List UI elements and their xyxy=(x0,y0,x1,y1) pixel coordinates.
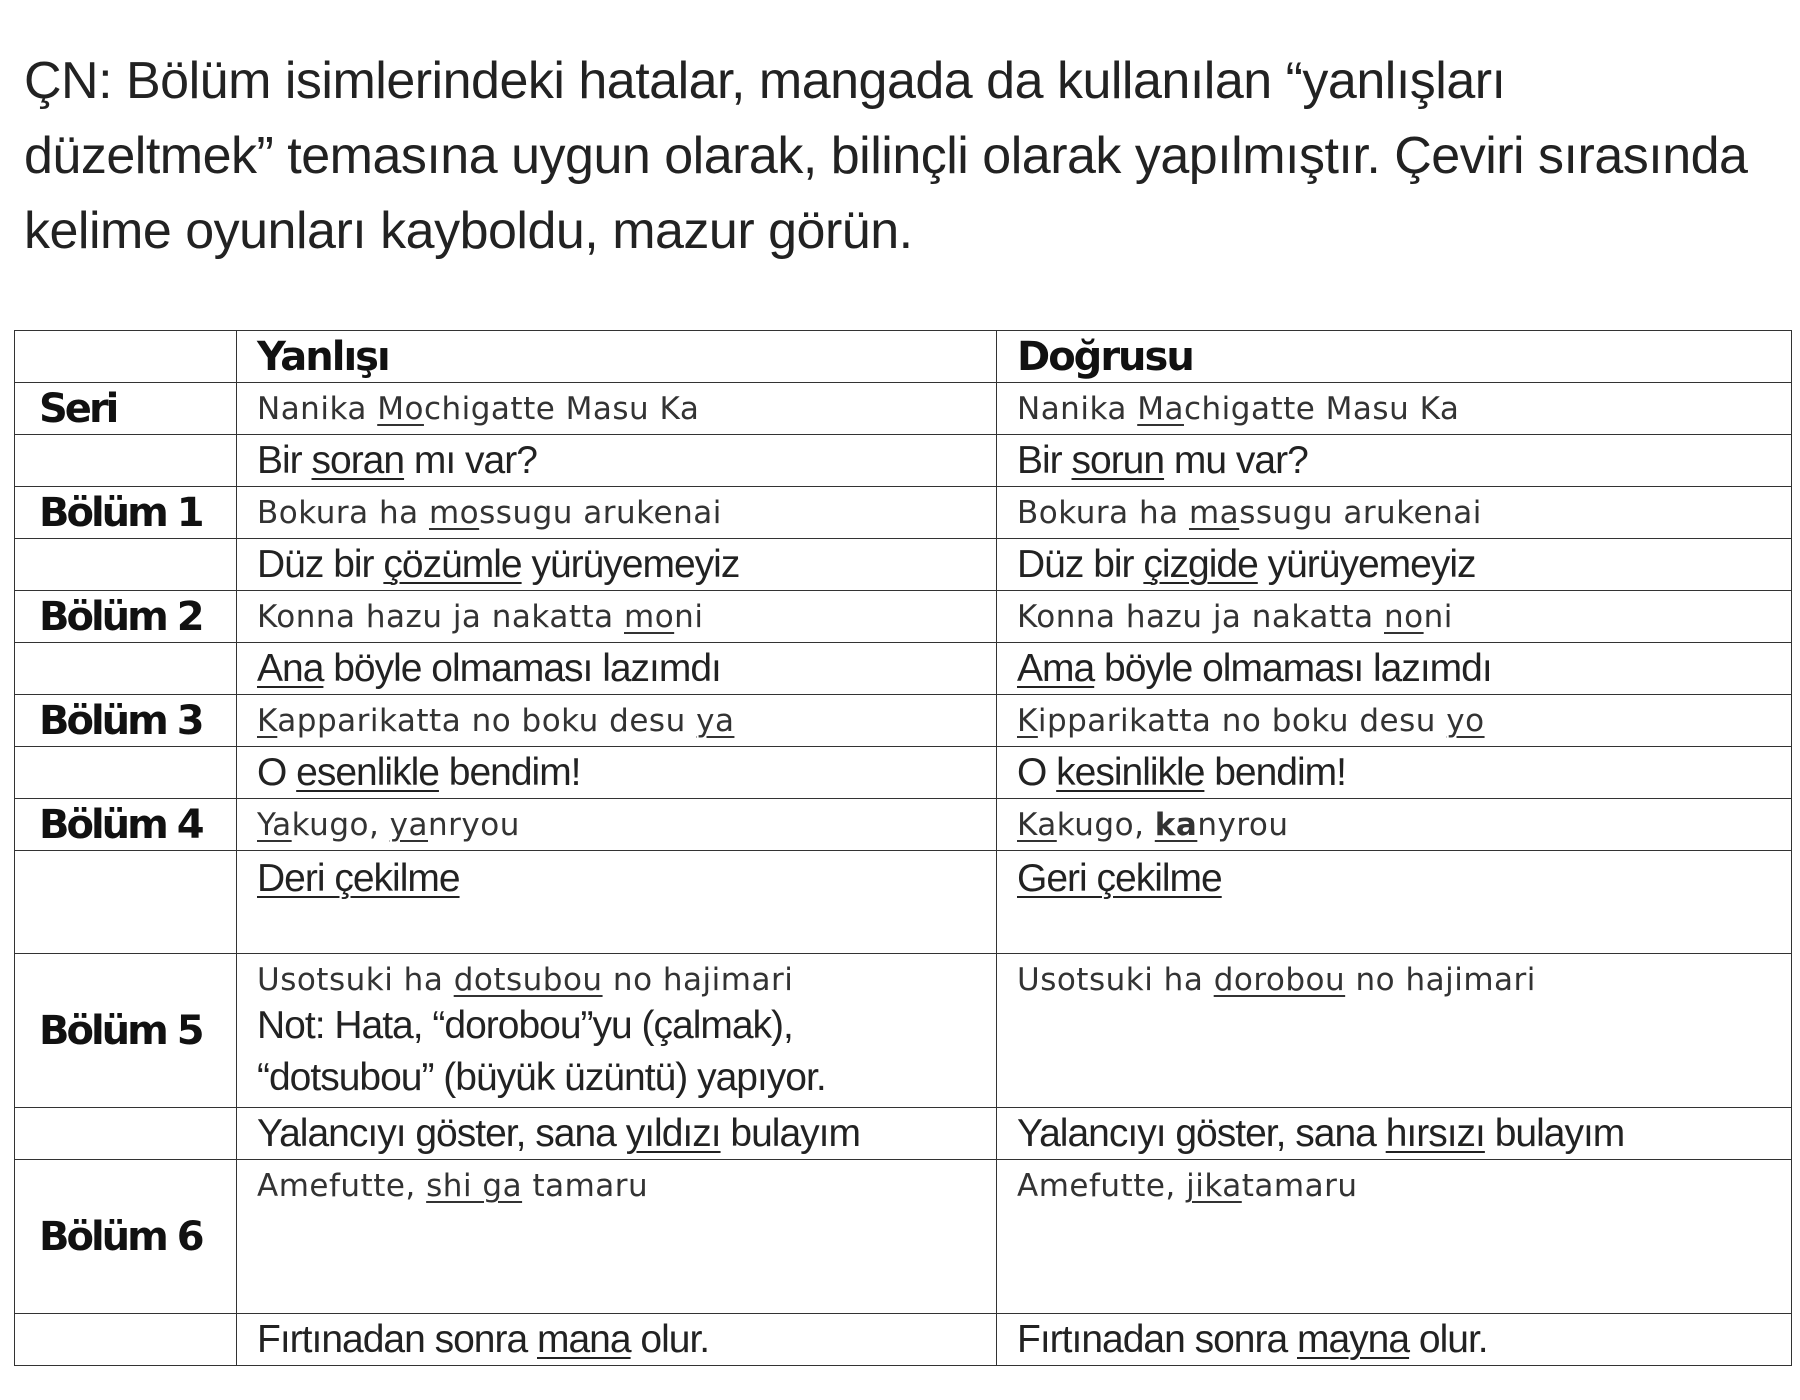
text-part: Düz bir xyxy=(257,542,384,586)
b6-ja-wrong-line xyxy=(257,1166,996,1206)
error-part: Ana xyxy=(257,646,324,690)
error-part: yıldızı xyxy=(625,1111,721,1155)
text-part: Konna hazu ja nakatta xyxy=(257,598,624,635)
header-right: Doğrusu xyxy=(997,331,1792,383)
b3-ja-wrong xyxy=(237,695,997,747)
corrections-table xyxy=(14,330,1792,1366)
seri-tr-right xyxy=(997,435,1792,487)
text-part: kugo, xyxy=(1056,806,1155,843)
fix-part: yo xyxy=(1446,702,1485,739)
b4-tr-right xyxy=(997,851,1792,954)
text-part: Fırtınadan sonra xyxy=(1017,1317,1297,1361)
text-part: Usotsuki ha xyxy=(257,962,454,998)
table-row xyxy=(15,539,1792,591)
row-label-empty xyxy=(15,539,237,591)
b3-ja-right xyxy=(997,695,1792,747)
text-part: Konna hazu ja nakatta xyxy=(1017,598,1384,635)
b5-ja-right xyxy=(997,954,1792,1108)
text-part: ni xyxy=(1423,598,1453,635)
row-label-seri: Seri xyxy=(15,383,237,435)
b5-tr-wrong xyxy=(237,1108,997,1160)
text-part: kugo, xyxy=(291,806,390,843)
text-part: Amefutte, xyxy=(1017,1168,1187,1204)
text-part: bendim! xyxy=(1204,750,1346,794)
table-row xyxy=(15,643,1792,695)
text-part: Yalancıyı göster, sana xyxy=(257,1111,626,1155)
text-part: Nanika xyxy=(257,390,378,427)
row-label-bolum-3: Bölüm 3 xyxy=(15,695,237,747)
text-part: Fırtınadan sonra xyxy=(257,1317,537,1361)
b5-note-line-1: Not: Hata, “dorobou”yu (çalmak), xyxy=(257,1004,793,1047)
text-part: O xyxy=(1017,750,1057,794)
fix-part: jika xyxy=(1186,1168,1242,1204)
text-part: böyle olmaması lazımdı xyxy=(1094,646,1492,690)
fix-part: Ka xyxy=(1017,806,1057,843)
text-part: nryou xyxy=(428,806,520,843)
seri-ja-wrong xyxy=(237,383,997,435)
b6-ja-right-line xyxy=(1017,1166,1791,1206)
fix-part: mayna xyxy=(1297,1317,1410,1361)
b6-tr-right xyxy=(997,1314,1792,1366)
fix-part: K xyxy=(1017,702,1038,739)
table-header-row xyxy=(15,331,1792,383)
text-part: tamaru xyxy=(522,1168,649,1204)
b4-ja-right xyxy=(997,799,1792,851)
fix-part: Ma xyxy=(1137,390,1184,427)
row-label-empty xyxy=(15,1314,237,1366)
error-part: esenlikle xyxy=(296,750,439,794)
error-part: mo xyxy=(624,598,675,635)
text-part: tamaru xyxy=(1241,1168,1358,1204)
b2-tr-wrong xyxy=(237,643,997,695)
text-part: yürüyemeyiz xyxy=(521,542,740,586)
table-row xyxy=(15,383,1792,435)
text-part: no hajimari xyxy=(602,962,794,998)
table-row xyxy=(15,1314,1792,1366)
b1-ja-right xyxy=(997,487,1792,539)
text-part: O xyxy=(257,750,297,794)
text-part: ssugu arukenai xyxy=(479,494,722,531)
fix-part: hırsızı xyxy=(1385,1111,1485,1155)
text-part: Bir xyxy=(257,438,312,482)
text-part: yürüyemeyiz xyxy=(1257,542,1476,586)
row-label-bolum-6: Bölüm 6 xyxy=(15,1160,237,1314)
text-part: Usotsuki ha xyxy=(1017,962,1214,998)
table-row xyxy=(15,487,1792,539)
row-label-empty xyxy=(15,851,237,954)
error-part: mana xyxy=(537,1317,631,1361)
fix-part: dorobou xyxy=(1213,962,1346,998)
b1-tr-right xyxy=(997,539,1792,591)
row-label-bolum-1: Bölüm 1 xyxy=(15,487,237,539)
error-part: Mo xyxy=(377,390,424,427)
text-part: apparikatta no boku desu xyxy=(277,702,697,739)
text-part: ipparikatta no boku desu xyxy=(1037,702,1447,739)
b5-ja-wrong xyxy=(237,954,997,1108)
table-row xyxy=(15,695,1792,747)
b6-ja-wrong xyxy=(237,1160,997,1314)
row-label-empty xyxy=(15,1108,237,1160)
text-part: böyle olmaması lazımdı xyxy=(323,646,721,690)
text-part: bulayım xyxy=(1484,1111,1625,1155)
row-label-bolum-5: Bölüm 5 xyxy=(15,954,237,1108)
b6-ja-right xyxy=(997,1160,1792,1314)
error-part: dotsubou xyxy=(453,962,603,998)
text-part: Bokura ha xyxy=(257,494,429,531)
b5-ja-wrong-line xyxy=(257,960,996,1000)
text-part: mu var? xyxy=(1164,438,1308,482)
text-part: Düz bir xyxy=(1017,542,1144,586)
text-part: Amefutte, xyxy=(257,1168,427,1204)
table-row xyxy=(15,591,1792,643)
b5-note-line-2: “dotsubou” (büyük üzüntü) yapıyor. xyxy=(257,1056,826,1099)
fix-part: sorun xyxy=(1071,438,1165,482)
error-part: ya xyxy=(696,702,735,739)
table-row xyxy=(15,747,1792,799)
text-part: nyrou xyxy=(1197,806,1289,843)
seri-ja-right xyxy=(997,383,1792,435)
error-part: ya xyxy=(389,806,429,843)
b3-tr-wrong xyxy=(237,747,997,799)
row-label-empty xyxy=(15,643,237,695)
b2-ja-right xyxy=(997,591,1792,643)
error-part: Ya xyxy=(257,806,292,843)
text-part: ssugu arukenai xyxy=(1239,494,1482,531)
row-label-empty xyxy=(15,435,237,487)
row-label-empty xyxy=(15,747,237,799)
row-label-bolum-4: Bölüm 4 xyxy=(15,799,237,851)
text-part: Yalancıyı göster, sana xyxy=(1017,1111,1386,1155)
b1-ja-wrong xyxy=(237,487,997,539)
row-label-bolum-2: Bölüm 2 xyxy=(15,591,237,643)
fix-part: Ama xyxy=(1017,646,1095,690)
text-part: Bir xyxy=(1017,438,1072,482)
text-part: bulayım xyxy=(720,1111,860,1155)
fix-part: ka xyxy=(1154,806,1198,843)
table-row xyxy=(15,1160,1792,1314)
fix-part: kesinlikle xyxy=(1056,750,1205,794)
seri-tr-wrong xyxy=(237,435,997,487)
text-part: ni xyxy=(674,598,704,635)
error-part: Deri çekilme xyxy=(257,857,460,900)
b3-tr-right xyxy=(997,747,1792,799)
text-part: olur. xyxy=(630,1317,710,1361)
b4-tr-wrong xyxy=(237,851,997,954)
table-row xyxy=(15,435,1792,487)
text-part: no hajimari xyxy=(1345,962,1536,998)
table-row xyxy=(15,954,1792,1108)
error-part: soran xyxy=(311,438,405,482)
error-part: çözümle xyxy=(383,542,522,586)
text-part: Nanika xyxy=(1017,390,1138,427)
text-part: chigatte Masu Ka xyxy=(423,390,700,427)
text-part: mı var? xyxy=(404,438,537,482)
text-part: olur. xyxy=(1409,1317,1488,1361)
b2-ja-wrong xyxy=(237,591,997,643)
fix-part: no xyxy=(1384,598,1424,635)
fix-part: çizgide xyxy=(1143,542,1258,586)
table-row xyxy=(15,851,1792,954)
fix-part: Geri çekilme xyxy=(1017,857,1222,900)
header-wrong: Yanlışı xyxy=(237,331,997,383)
b6-tr-wrong xyxy=(237,1314,997,1366)
b2-tr-right xyxy=(997,643,1792,695)
header-empty-cell xyxy=(15,331,237,383)
b5-tr-right xyxy=(997,1108,1792,1160)
fix-part: ma xyxy=(1188,494,1240,531)
error-part: mo xyxy=(428,494,480,531)
table-row xyxy=(15,799,1792,851)
error-part: shi ga xyxy=(426,1168,523,1204)
text-part: chigatte Masu Ka xyxy=(1183,390,1460,427)
text-part: bendim! xyxy=(438,750,581,794)
b4-ja-wrong xyxy=(237,799,997,851)
table-row xyxy=(15,1108,1792,1160)
error-part: K xyxy=(257,702,278,739)
translator-note: ÇN: Bölüm isimlerindeki hatalar, mangada da kullanılan “yanlışları düzeltmek” temasına uygun olarak, bilinçli olarak yapılmıştır. Çeviri sırasında kelime oyunları kayboldu, mazur görün. xyxy=(24,52,1748,260)
text-part: Bokura ha xyxy=(1017,494,1189,531)
b5-ja-right-line xyxy=(1017,960,1791,1000)
b1-tr-wrong xyxy=(237,539,997,591)
